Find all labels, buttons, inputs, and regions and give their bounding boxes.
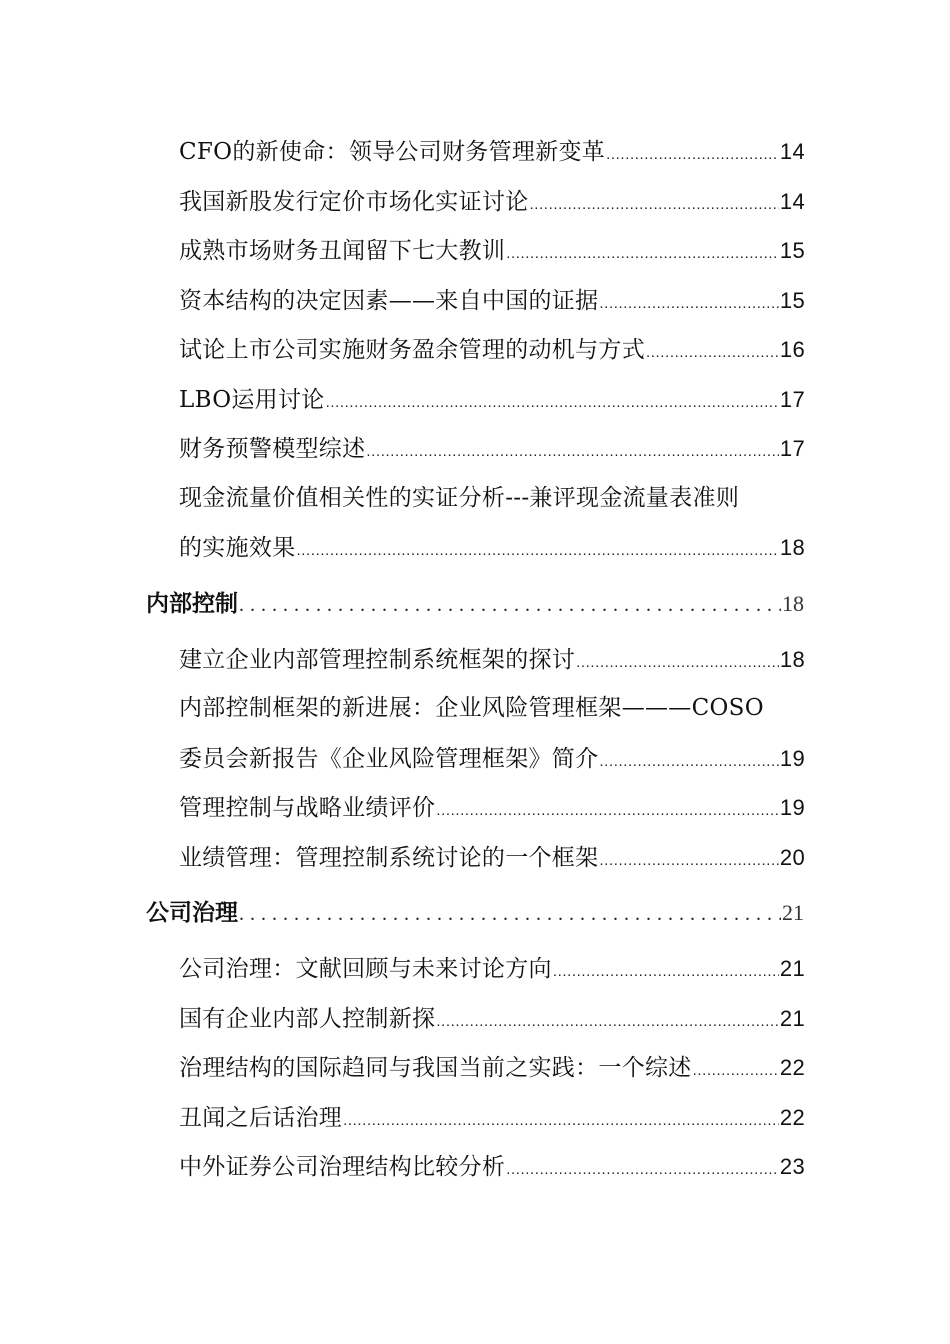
toc-page-number: 16 [779, 337, 805, 362]
toc-entry-title: CFO的新使命：领导公司财务管理新变革 [179, 139, 606, 165]
toc-entry[interactable] [0, 833, 950, 883]
dot-leader [599, 735, 779, 787]
toc-section-heading[interactable] [0, 882, 950, 944]
dot-leader [606, 128, 779, 180]
toc-entry[interactable] [0, 276, 950, 326]
toc-entry[interactable] [0, 635, 950, 685]
toc-entry-title: 中外证券公司治理结构比较分析 [179, 1154, 506, 1180]
dot-leader [553, 945, 779, 997]
toc-entry-title: 财务预警模型综述 [179, 436, 366, 462]
toc-section-title: 公司治理 [146, 900, 238, 926]
dot-leader [297, 524, 779, 576]
toc-page-number: 20 [779, 844, 805, 870]
toc-page-number: 15 [779, 238, 805, 263]
dot-leader [599, 277, 779, 329]
toc-page-number: 15 [779, 287, 805, 313]
dot-leader [366, 425, 779, 477]
toc-entry-line1[interactable] [0, 684, 950, 734]
toc-entry-title: 公司治理：文献回顾与未来讨论方向 [179, 956, 552, 982]
toc-entry-title: 的实施效果 [179, 535, 296, 561]
toc-entry-title: 国有企业内部人控制新探 [179, 1005, 436, 1032]
toc-entry-title: 建立企业内部管理控制系统框架的探讨 [179, 646, 576, 673]
toc-entry[interactable] [0, 127, 950, 177]
toc-section-title: 内部控制 [146, 590, 238, 617]
toc-entry-title: 业绩管理：管理控制系统讨论的一个框架 [179, 844, 599, 871]
toc-entry[interactable] [0, 994, 950, 1044]
toc-page-number: 18 [782, 590, 804, 616]
dot-leader [343, 1094, 779, 1146]
toc-entry-title: 治理结构的国际趋同与我国当前之实践：一个综述 [179, 1055, 692, 1081]
dot-leader [436, 995, 779, 1047]
toc-page-number: 23 [779, 1154, 805, 1179]
toc-entry[interactable] [0, 1142, 950, 1192]
toc-entry-title: 丑闻之后话治理 [179, 1104, 343, 1131]
toc-page-number: 18 [779, 646, 805, 672]
toc-entry[interactable] [0, 783, 950, 833]
table-of-contents [0, 127, 950, 1192]
toc-entry[interactable] [0, 226, 950, 276]
toc-entry-title: 管理控制与战略业绩评价 [179, 795, 436, 821]
toc-entry[interactable] [0, 177, 950, 227]
toc-page-number: 21 [779, 1005, 805, 1031]
toc-page-number: 19 [779, 795, 805, 820]
toc-entry-title: 成熟市场财务丑闻留下七大教训 [179, 238, 506, 264]
toc-entry[interactable] [0, 424, 950, 474]
dot-leader [239, 573, 781, 636]
toc-page-number: 14 [779, 188, 805, 214]
toc-page-number: 17 [779, 436, 805, 461]
toc-page-number: 18 [779, 535, 805, 560]
toc-entry[interactable] [0, 1043, 950, 1093]
toc-page-number: 21 [779, 956, 805, 981]
dot-leader [646, 326, 779, 378]
toc-entry[interactable] [0, 1093, 950, 1143]
toc-entry[interactable] [0, 734, 950, 784]
dot-leader [530, 178, 779, 230]
toc-page-number: 14 [779, 139, 805, 164]
toc-section-heading[interactable] [0, 573, 950, 635]
dot-leader [436, 784, 779, 836]
dot-leader [576, 636, 779, 688]
toc-entry-title: 我国新股发行定价市场化实证讨论 [179, 188, 529, 215]
toc-entry[interactable] [0, 375, 950, 425]
toc-entry-title: 委员会新报告《企业风险管理框架》简介 [179, 745, 599, 772]
toc-entry-title-line1: 现金流量价值相关性的实证分析---兼评现金流量表准则 [179, 484, 740, 511]
dot-leader [239, 882, 781, 945]
dot-leader [599, 834, 779, 886]
toc-entry[interactable] [0, 944, 950, 994]
toc-entry-line1[interactable] [0, 474, 950, 524]
toc-entry-title: 资本结构的决定因素——来自中国的证据 [179, 287, 599, 314]
toc-entry-title: 试论上市公司实施财务盈余管理的动机与方式 [179, 337, 645, 363]
toc-entry[interactable] [0, 325, 950, 375]
toc-page-number: 22 [779, 1104, 805, 1130]
toc-entry-title: LBO运用讨论 [179, 386, 325, 413]
toc-page-number: 21 [782, 900, 804, 925]
dot-leader [506, 227, 779, 279]
dot-leader [326, 376, 779, 428]
toc-entry-title-line1: 内部控制框架的新进展：企业风险管理框架———COSO [179, 695, 764, 721]
toc-entry[interactable] [0, 523, 950, 573]
toc-page-number: 19 [779, 745, 805, 771]
dot-leader [693, 1044, 779, 1096]
toc-page-number: 22 [779, 1055, 805, 1080]
toc-page-number: 17 [779, 386, 805, 412]
dot-leader [506, 1143, 779, 1195]
